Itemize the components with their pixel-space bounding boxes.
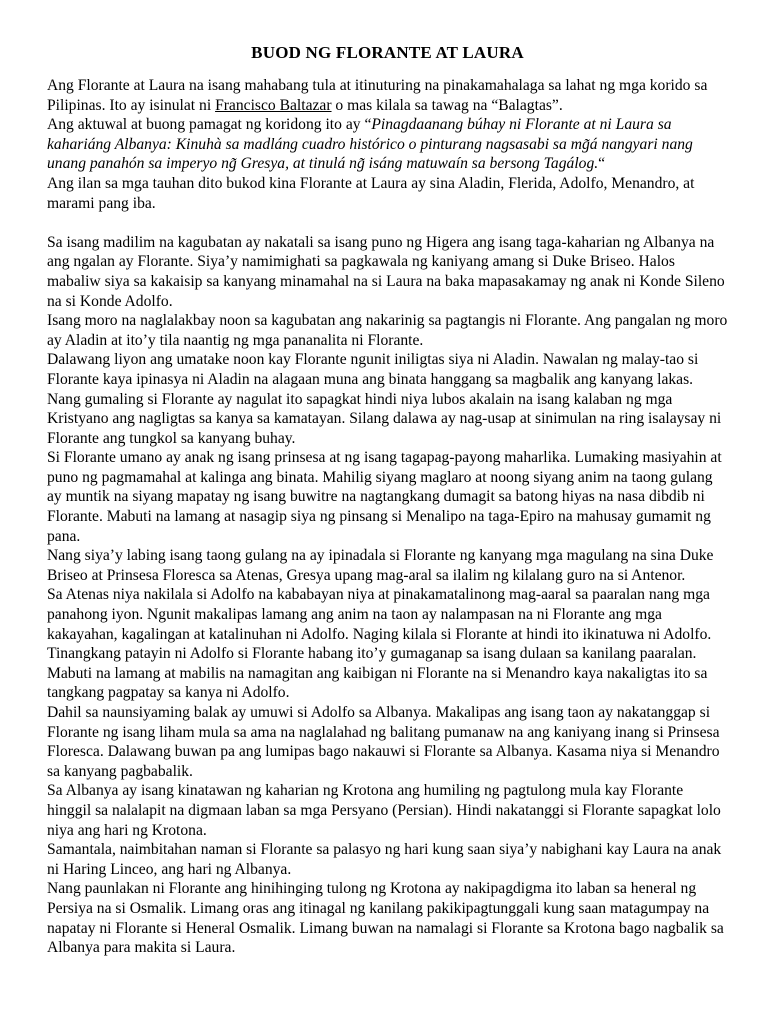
story-paragraph-2: Isang moro na naglalakbay noon sa kagubatan ang nakarinig sa pagtangis ni Florante. Ang pangalan ng moro ay Aladin at ito’y tila naantig ng mga pananalita ni Florante.: [47, 312, 728, 349]
story-paragraph-10: Sa Albanya ay isang kinatawan ng kaharian ng Krotona ang humiling ng pagtulong mula kay Florante hinggil sa nalalapit na digmaan laban sa mga Persyano (Persian). Hindi nakatanggi si Florante sapagkat lolo niya ang hari ng Krotona.: [47, 782, 721, 839]
story-paragraph-7: Sa Atenas niya nakilala si Adolfo na kababayan niya at pinakamatalinong mag-aaral sa paaralan nang mga panahong iyon. Ngunit makalipas lamang ang anim na taon ay nalampasan na ni Florante ang mga kakayahan, kagalingan at katalinuhan ni Adolfo. Naging kilala si Florante at hindi ito ikinatuwa ni Adolfo.: [47, 586, 712, 643]
story-paragraph-3: Dalawang liyon ang umatake noon kay Florante ngunit iniligtas siya ni Aladin. Nawalan ng malay-tao si Florante kaya ipinasya ni Aladin na alagaan muna ang binata hanggang sa magbalik ang kanyang lakas.: [47, 351, 699, 388]
full-title-italic: Pinagdaanang búhay ni Florante at ni Laura sa kahariáng Albanya: Kinuhà sa madláng cuadro histórico o pinturang nagsasabi sa mg̃á nangyari nang unang panahón sa imperyo ng̃ Gresya, at tinulá ng̃ isáng matuwaín sa bersong Tagálog.: [47, 116, 693, 173]
story-paragraph-9: Dahil sa naunsiyaming balak ay umuwi si Adolfo sa Albanya. Makalipas ang isang taon ay nakatanggap si Florante ng isang liham mula sa ama na naglalahad ng balitang pumanaw na ang kaniyang inang si Prinsesa Floresca. Dalawang buwan pa ang lumipas bago nakauwi si Florante sa Albanya. Kasama niya si Menandro sa kanyang pagbabalik.: [47, 704, 720, 780]
intro-text: Ang aktuwal at buong pamagat ng koridong ito ay “: [47, 116, 372, 134]
story-paragraph-11: Samantala, naimbitahan naman si Florante sa palasyo ng hari kung saan siya’y nabighani kay Laura na anak ni Haring Linceo, ang hari ng Albanya.: [47, 841, 722, 878]
story-paragraph-8: Tinangkang patayin ni Adolfo si Florante habang ito’y gumaganap sa isang dulaan sa kanilang paaralan. Mabuti na lamang at mabilis na namagitan ang kaibigan ni Florante na si Menandro kaya nakaligtas ito sa tangkang pagpatay sa kanya ni Adolfo.: [47, 645, 708, 702]
intro-text: “: [598, 155, 606, 173]
story-paragraph-4: Nang gumaling si Florante ay nagulat ito sapagkat hindi niya lubos akalain na isang kalaban ng mga Kristyano ang nagligtas sa kanya sa kamatayan. Silang dalawa ay nag-usap at sinimulan na ring isalaysay ni Florante ang tungkol sa kanyang buhay.: [47, 390, 722, 447]
document-body: [47, 76, 728, 958]
intro-paragraph-2: [47, 115, 728, 174]
intro-text: o mas kilala sa tawag na “Balagtas”.: [331, 96, 563, 114]
story-paragraph-5: Si Florante umano ay anak ng isang prinsesa at ng isang tagapag-payong maharlika. Lumaking masiyahin at puno ng pagmamahal at kalinga ang binata. Mahilig siyang maglaro at noong siyang anim na taong gulang ay muntik na siyang mapatay ng isang buwitre na nagtangkang dumagit sa batong hiyas na nasa dibdib ni Florante. Mabuti na lamang at nasagip siya ng pinsang si Menalipo na taga-Epiro na mahusay gumamit ng pana.: [47, 449, 722, 545]
author-name-link: Francisco Baltazar: [215, 96, 332, 114]
paragraph-spacer: [47, 213, 728, 233]
story-paragraph-6: Nang siya’y labing isang taong gulang na ay ipinadala si Florante ng kanyang mga magulang na sina Duke Briseo at Prinsesa Floresca sa Atenas, Gresya upang mag-aral sa ilalim ng kilalang guro na si Antenor.: [47, 547, 714, 584]
story-paragraph-12: Nang paunlakan ni Florante ang hinihinging tulong ng Krotona ay nakipagdigma ito laban sa heneral ng Persiya na si Osmalik. Limang oras ang itinagal ng kanilang pakikipagtunggali kung saan matagumpay na napatay ni Florante si Heneral Osmalik. Limang buwan na namalagi si Florante sa Krotona bago nagbalik sa Albanya para makita si Laura.: [47, 880, 724, 957]
intro-text: Ang Florante at Laura na isang mahabang tula at itinuturing na pinakamahalaga sa lahat ng mga korido sa Pilipinas. Ito ay isinulat ni: [47, 77, 708, 114]
story-paragraph-1: Sa isang madilim na kagubatan ay nakatali sa isang puno ng Higera ang isang taga-kaharian ng Albanya na ang ngalan ay Florante. Siya’y namimighati sa pagkawala ng kaniyang amang si Duke Briseo. Halos mabaliw siya sa kakaisip sa kanyang minamahal na si Laura na baka mapasakamay ng anak ni Konde Sileno na si Konde Adolfo.: [47, 233, 725, 310]
intro-paragraph-3: Ang ilan sa mga tauhan dito bukod kina Florante at Laura ay sina Aladin, Flerida, Adolfo, Menandro, at marami pang iba.: [47, 174, 695, 212]
document-title: BUOD NG FLORANTE AT LAURA: [251, 43, 524, 62]
intro-paragraph-1: [47, 76, 728, 115]
